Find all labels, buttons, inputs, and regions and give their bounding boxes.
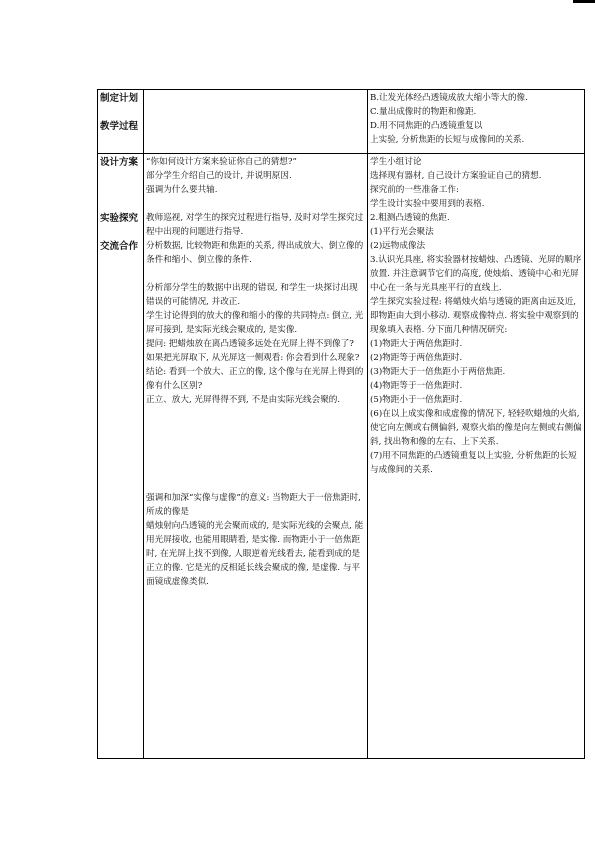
label-cell [98, 154, 144, 759]
teacher-activity-cell [144, 90, 368, 154]
teacher-discussion-text: 分析部分学生的数据中出现的错误, 和学生一块探讨出现错误的可能情况, 并改正. 学生讨论得到的放大的像和缩小的像的共同特点: 倒立, 光屏可接到, 是实际光线会聚成的, 是实像. 提问: 把蜡烛放在离凸透镜多远处在光屏上得不到像了? 如果把光屏取下, 从光屏这一侧观看: 你会看到什么现象? 结论: 看到一个放大、正立的像, 这个像与在光屏上得到的像有什么区别? 正立、放大, 光屏得得不到, 不是由实际光线会聚的. [146, 283, 364, 405]
student-activity-cell [368, 90, 585, 154]
top-edge-rule [573, 0, 595, 3]
teacher-real-virtual-image-text: 强调和加深“实像与虚像”的意义: 当物距大于一倍焦距时, 所成的像是 蜡烛射向凸透镜的光会聚而成的, 是实际光线的会聚点, 能用光屏接收, 也能用眼睛看, 是实像. 而物距小于一倍焦距时, 在光屏上找不到像, 人眼逆着光线看去, 能看到成的是正立的像. 它是光的反相延长线会聚成的像, 是虚像. 与平面镜成虚像类似. [146, 493, 364, 587]
teacher-design-text: “你如何设计方案来验证你自己的猜想?” 部分学生介绍自己的设计, 并说明原因. 强调为什么要共轴. [146, 157, 297, 195]
student-activity-text: B.让发光体经凸透镜成放大缩小等大的像. C.量出成像时的物距和像距. D.用不同焦距的凸透镜重复以 上实验, 分析焦距的长短与成像间的关系. [370, 93, 528, 145]
table-row [98, 154, 585, 759]
student-experiment-text: 学生小组讨论 选择现有器材, 自己设计方案验证自己的猜想. 探究前的一些准备工作: 学生设计实验中要用到的表格. 2.粗测凸透镜的焦距. (1)平行光会聚法 (2)远物成像法 3.认识光具座, 将实验器材按蜡烛、凸透镜、光屏的顺序放置. 并注意调节它们的高度, 使烛焰、透镜中心和光屏中心在一条与光具座平行的直线上. 学生探究实验过程: 将蜡烛火焰与透镜的距离由远及近, 即物距由大到小移动. 观察成像特点. 将实验中观察到的现象填入表格. 分下面几种情况研究: (1)物距大于两倍焦距时. (2)物距等于两倍焦距时. (3)物距大于一倍焦距小于两倍焦距. (4)物距等于一倍焦距时. (5)物距小于一倍焦距时. (6)在以上成实像和成虚像的情况下, 轻轻吹蜡烛的火焰, 使它向左侧或右侧偏斜, 观察火焰的像是向左侧或右侧偏斜, 找出物和像的左右、上下关系. (7)用不同焦距的凸透镜重复以上实验, 分析焦距的长短与成像间的关系. [370, 157, 582, 475]
section-label-exchange: 交流合作 [100, 241, 139, 252]
student-activity-cell [368, 154, 585, 759]
section-label-experiment: 实验探究 [100, 213, 139, 224]
section-label-plan: 制定计划 [100, 93, 139, 104]
teacher-guidance-text: 教师巡视, 对学生的探究过程进行指导, 及时对学生探究过程中出现的问题进行指导. 分析数据, 比较物距和焦距的关系, 得出成放大、倒立像的条件和缩小、倒立像的条件. [146, 213, 364, 265]
teacher-activity-cell [144, 154, 368, 759]
lesson-plan-table [97, 89, 585, 759]
section-label-process: 教学过程 [100, 121, 139, 132]
label-cell [98, 90, 144, 154]
section-label-design: 设计方案 [100, 157, 139, 168]
table-row [98, 90, 585, 154]
